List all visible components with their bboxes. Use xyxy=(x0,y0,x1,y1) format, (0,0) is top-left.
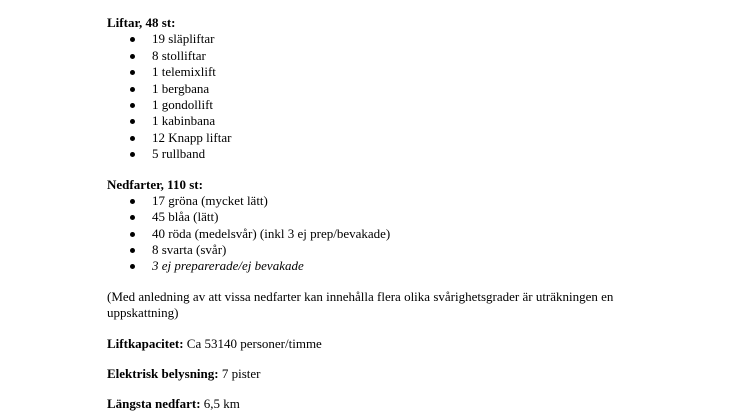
capacity-value: Ca 53140 personer/timme xyxy=(183,335,322,351)
list-item: 1 bergbana xyxy=(107,81,727,97)
divider xyxy=(107,352,727,366)
divider xyxy=(107,322,727,336)
list-item-note: 3 ej preparerade/ej bevakade xyxy=(107,258,727,274)
list-item: 1 kabinbana xyxy=(107,113,727,129)
lifts-heading: Liftar, 48 st: xyxy=(107,15,176,30)
list-item: 1 gondollift xyxy=(107,97,727,113)
list-item: 17 gröna (mycket lätt) xyxy=(107,193,727,209)
lifts-list xyxy=(107,31,727,162)
divider xyxy=(107,163,727,177)
slopes-list xyxy=(107,193,727,275)
disclaimer-text: (Med anledning av att vissa nedfarter kan innehålla flera olika svårighetsgrader är uträkningen en uppskattning) xyxy=(107,288,614,321)
list-item: 8 stolliftar xyxy=(107,48,727,64)
longest-value: 6,5 km xyxy=(200,396,240,412)
lighting-label: Elektrisk belysning: xyxy=(107,366,219,382)
document-body xyxy=(107,15,727,413)
list-item: 8 svarta (svår) xyxy=(107,242,727,258)
slopes-heading: Nedfarter, 110 st: xyxy=(107,176,203,192)
capacity-label: Liftkapacitet: xyxy=(107,335,184,351)
list-item: 40 röda (medelsvår) (inkl 3 ej prep/bevakade) xyxy=(107,226,727,242)
longest-label: Längsta nedfart: xyxy=(107,396,201,412)
lighting-field xyxy=(107,366,727,382)
divider xyxy=(107,382,727,396)
divider xyxy=(107,275,727,289)
longest-slope-field xyxy=(107,396,727,412)
capacity-field xyxy=(107,336,727,352)
list-item: 45 blåa (lätt) xyxy=(107,209,727,225)
list-item: 12 Knapp liftar xyxy=(107,130,727,146)
lighting-value: 7 pister xyxy=(218,366,261,382)
list-item: 5 rullband xyxy=(107,146,727,162)
list-item: 1 telemixlift xyxy=(107,64,727,80)
list-item: 19 släpliftar xyxy=(107,31,727,47)
